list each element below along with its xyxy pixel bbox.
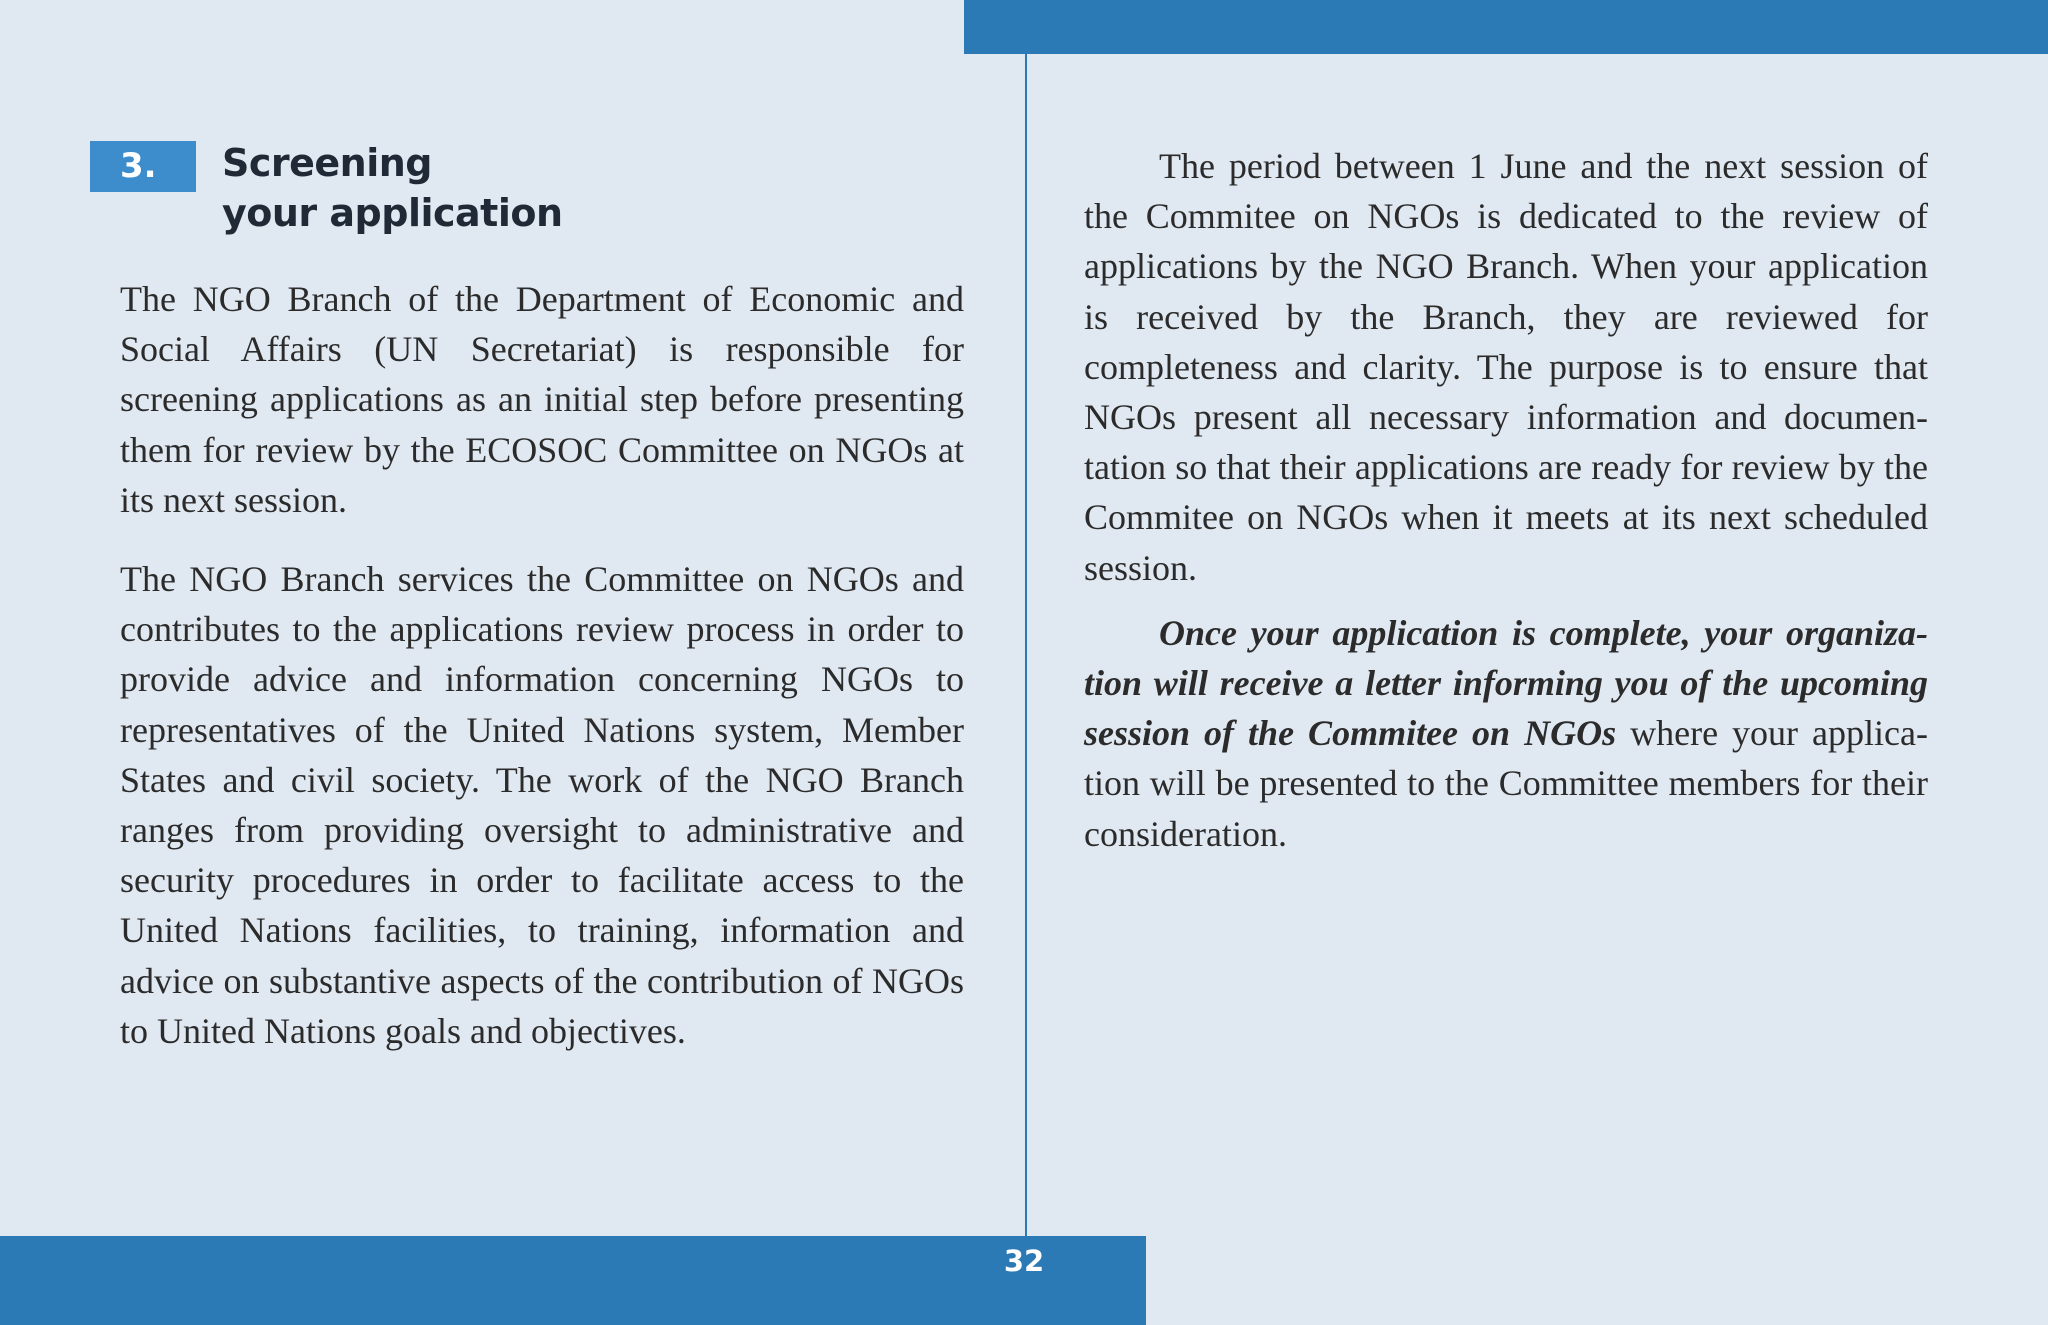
left-paragraph-1: The NGO Branch of the Department of Economic and Social Affairs (UN Secretariat) is responsible for screening applications as an initial step before presenting them for review by the ECOSOC Committee on NGOs at its next session. — [120, 279, 964, 520]
page-number: 32 — [1003, 1244, 1045, 1278]
right-column — [1084, 141, 1928, 859]
right-paragraph-1: The period between 1 June and the next session of the Commitee on NGOs is dedicated to the review of applications by the NGO Branch. When your application is received by the Branch, they are reviewed for completeness and clarity. The purpose is to ensure that NGOs present all necessary information and documentation so that their applications are ready for review by the Commitee on NGOs when it meets at its next scheduled session. — [1084, 146, 1928, 588]
section-number-badge: 3. — [90, 141, 196, 192]
top-accent-bar — [964, 0, 2048, 54]
right-paragraph-2-rest: where your application will be presented to the Committee members for their consideration. — [1084, 713, 1928, 854]
right-paragraph-2 — [1084, 608, 1928, 859]
page-divider-line — [1025, 0, 1027, 1236]
left-column — [120, 274, 964, 1056]
section-title-line1: Screening — [222, 141, 433, 185]
right-paragraph-2-emphasis: Once your application is complete, your organization will receive a letter informing you of the upcoming session of the Commitee on NGOs — [1084, 612, 1928, 754]
left-paragraph-2: The NGO Branch services the Committee on NGOs and contributes to the applications review process in order to provide advice and information concerning NGOs to representatives of the United Nations system, Member States and civil society. The work of the NGO Branch ranges from providing oversight to administrative and security procedures in order to facilitate access to the United Nations facilities, to training, information and advice on substantive aspects of the contribution of NGOs to United Nations goals and objectives. — [120, 559, 964, 1051]
section-title — [222, 138, 822, 238]
section-title-line2: your application — [222, 191, 563, 235]
